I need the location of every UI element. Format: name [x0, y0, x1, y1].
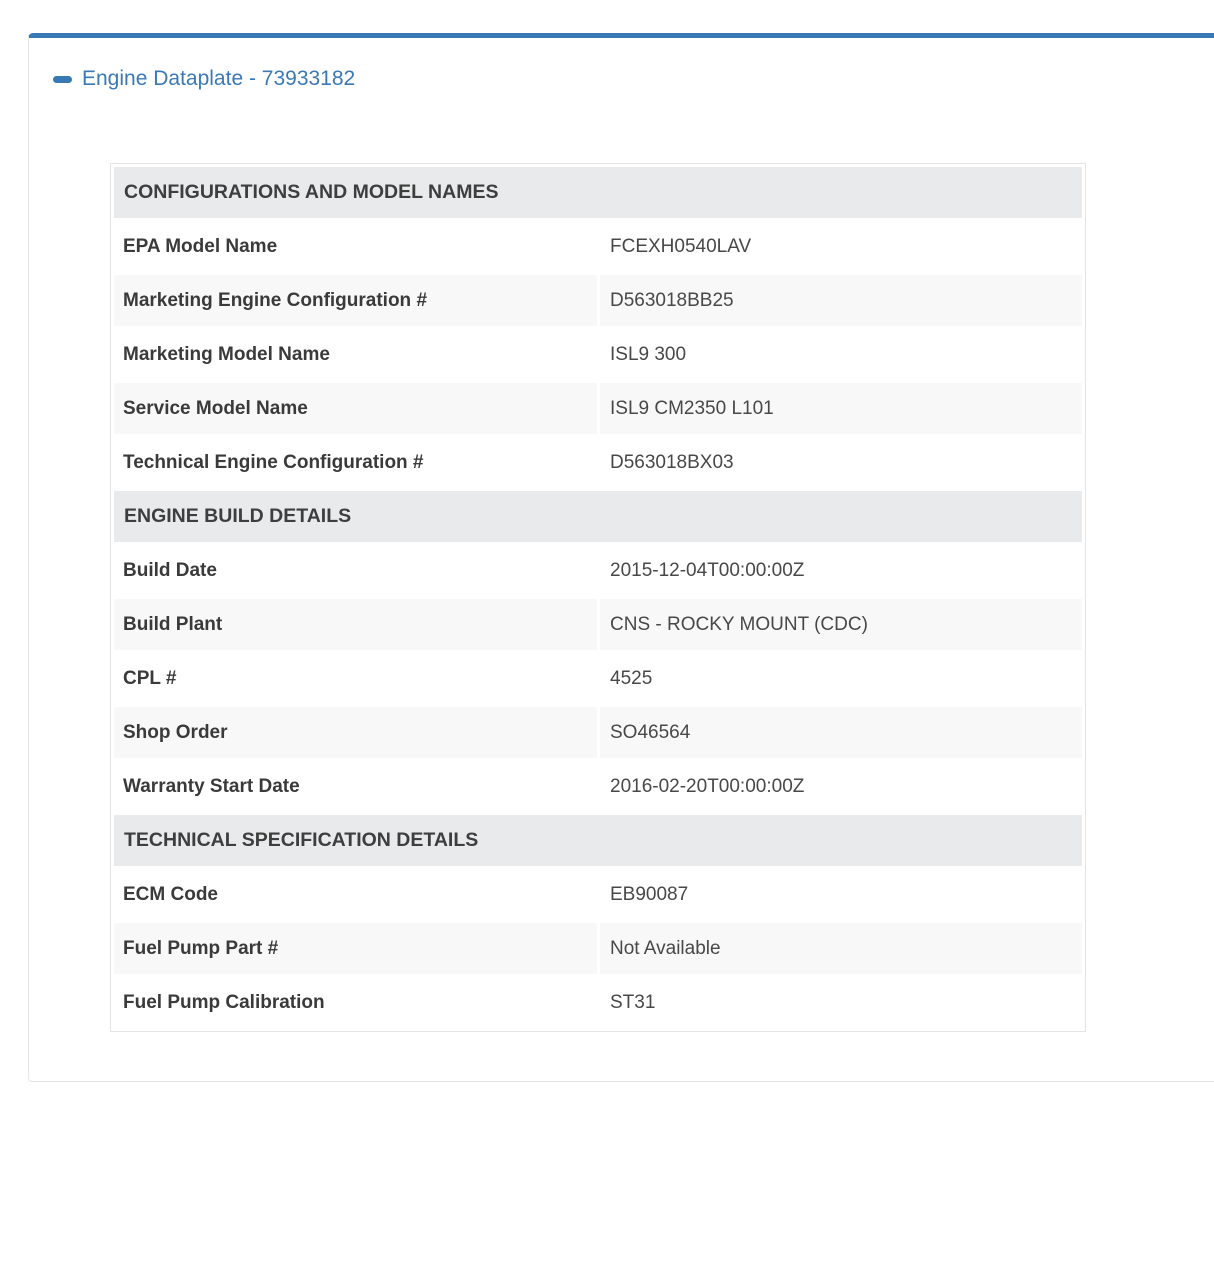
row-value: CNS - ROCKY MOUNT (CDC): [600, 599, 1082, 650]
row-value: SO46564: [600, 707, 1082, 758]
row-value: D563018BB25: [600, 275, 1082, 326]
panel-title[interactable]: Engine Dataplate - 73933182: [82, 67, 356, 90]
section-header: TECHNICAL SPECIFICATION DETAILS: [114, 815, 1082, 866]
row-label: EPA Model Name: [114, 221, 597, 272]
row-label: Fuel Pump Calibration: [114, 977, 597, 1028]
row-value: D563018BX03: [600, 437, 1082, 488]
table-row: [114, 383, 1082, 434]
row-label: CPL #: [114, 653, 597, 704]
row-value: 2015-12-04T00:00:00Z: [600, 545, 1082, 596]
row-value: ISL9 300: [600, 329, 1082, 380]
row-label: Shop Order: [114, 707, 597, 758]
table-row: [114, 653, 1082, 704]
row-label: Fuel Pump Part #: [114, 923, 597, 974]
table-row: [114, 761, 1082, 812]
row-value: 4525: [600, 653, 1082, 704]
row-label: Marketing Model Name: [114, 329, 597, 380]
row-value: ST31: [600, 977, 1082, 1028]
table-row: [114, 977, 1082, 1028]
table-row: [114, 599, 1082, 650]
row-value: Not Available: [600, 923, 1082, 974]
row-label: Build Plant: [114, 599, 597, 650]
row-value: ISL9 CM2350 L101: [600, 383, 1082, 434]
row-value: FCEXH0540LAV: [600, 221, 1082, 272]
collapse-minus-icon[interactable]: [53, 76, 72, 83]
table-row: [114, 329, 1082, 380]
row-label: Service Model Name: [114, 383, 597, 434]
panel-collapse-header[interactable]: [53, 65, 355, 93]
table-row: [114, 545, 1082, 596]
section-header: CONFIGURATIONS AND MODEL NAMES: [114, 167, 1082, 218]
table-row: [114, 923, 1082, 974]
table-row: [114, 869, 1082, 920]
row-label: ECM Code: [114, 869, 597, 920]
row-value: 2016-02-20T00:00:00Z: [600, 761, 1082, 812]
table-row: [114, 437, 1082, 488]
row-label: Marketing Engine Configuration #: [114, 275, 597, 326]
row-label: Warranty Start Date: [114, 761, 597, 812]
table-row: [114, 275, 1082, 326]
table-row: [114, 221, 1082, 272]
row-label: Build Date: [114, 545, 597, 596]
engine-dataplate-panel: [28, 33, 1214, 1082]
row-value: EB90087: [600, 869, 1082, 920]
row-label: Technical Engine Configuration #: [114, 437, 597, 488]
dataplate-table: [110, 163, 1086, 1032]
section-header: ENGINE BUILD DETAILS: [114, 491, 1082, 542]
table-row: [114, 707, 1082, 758]
